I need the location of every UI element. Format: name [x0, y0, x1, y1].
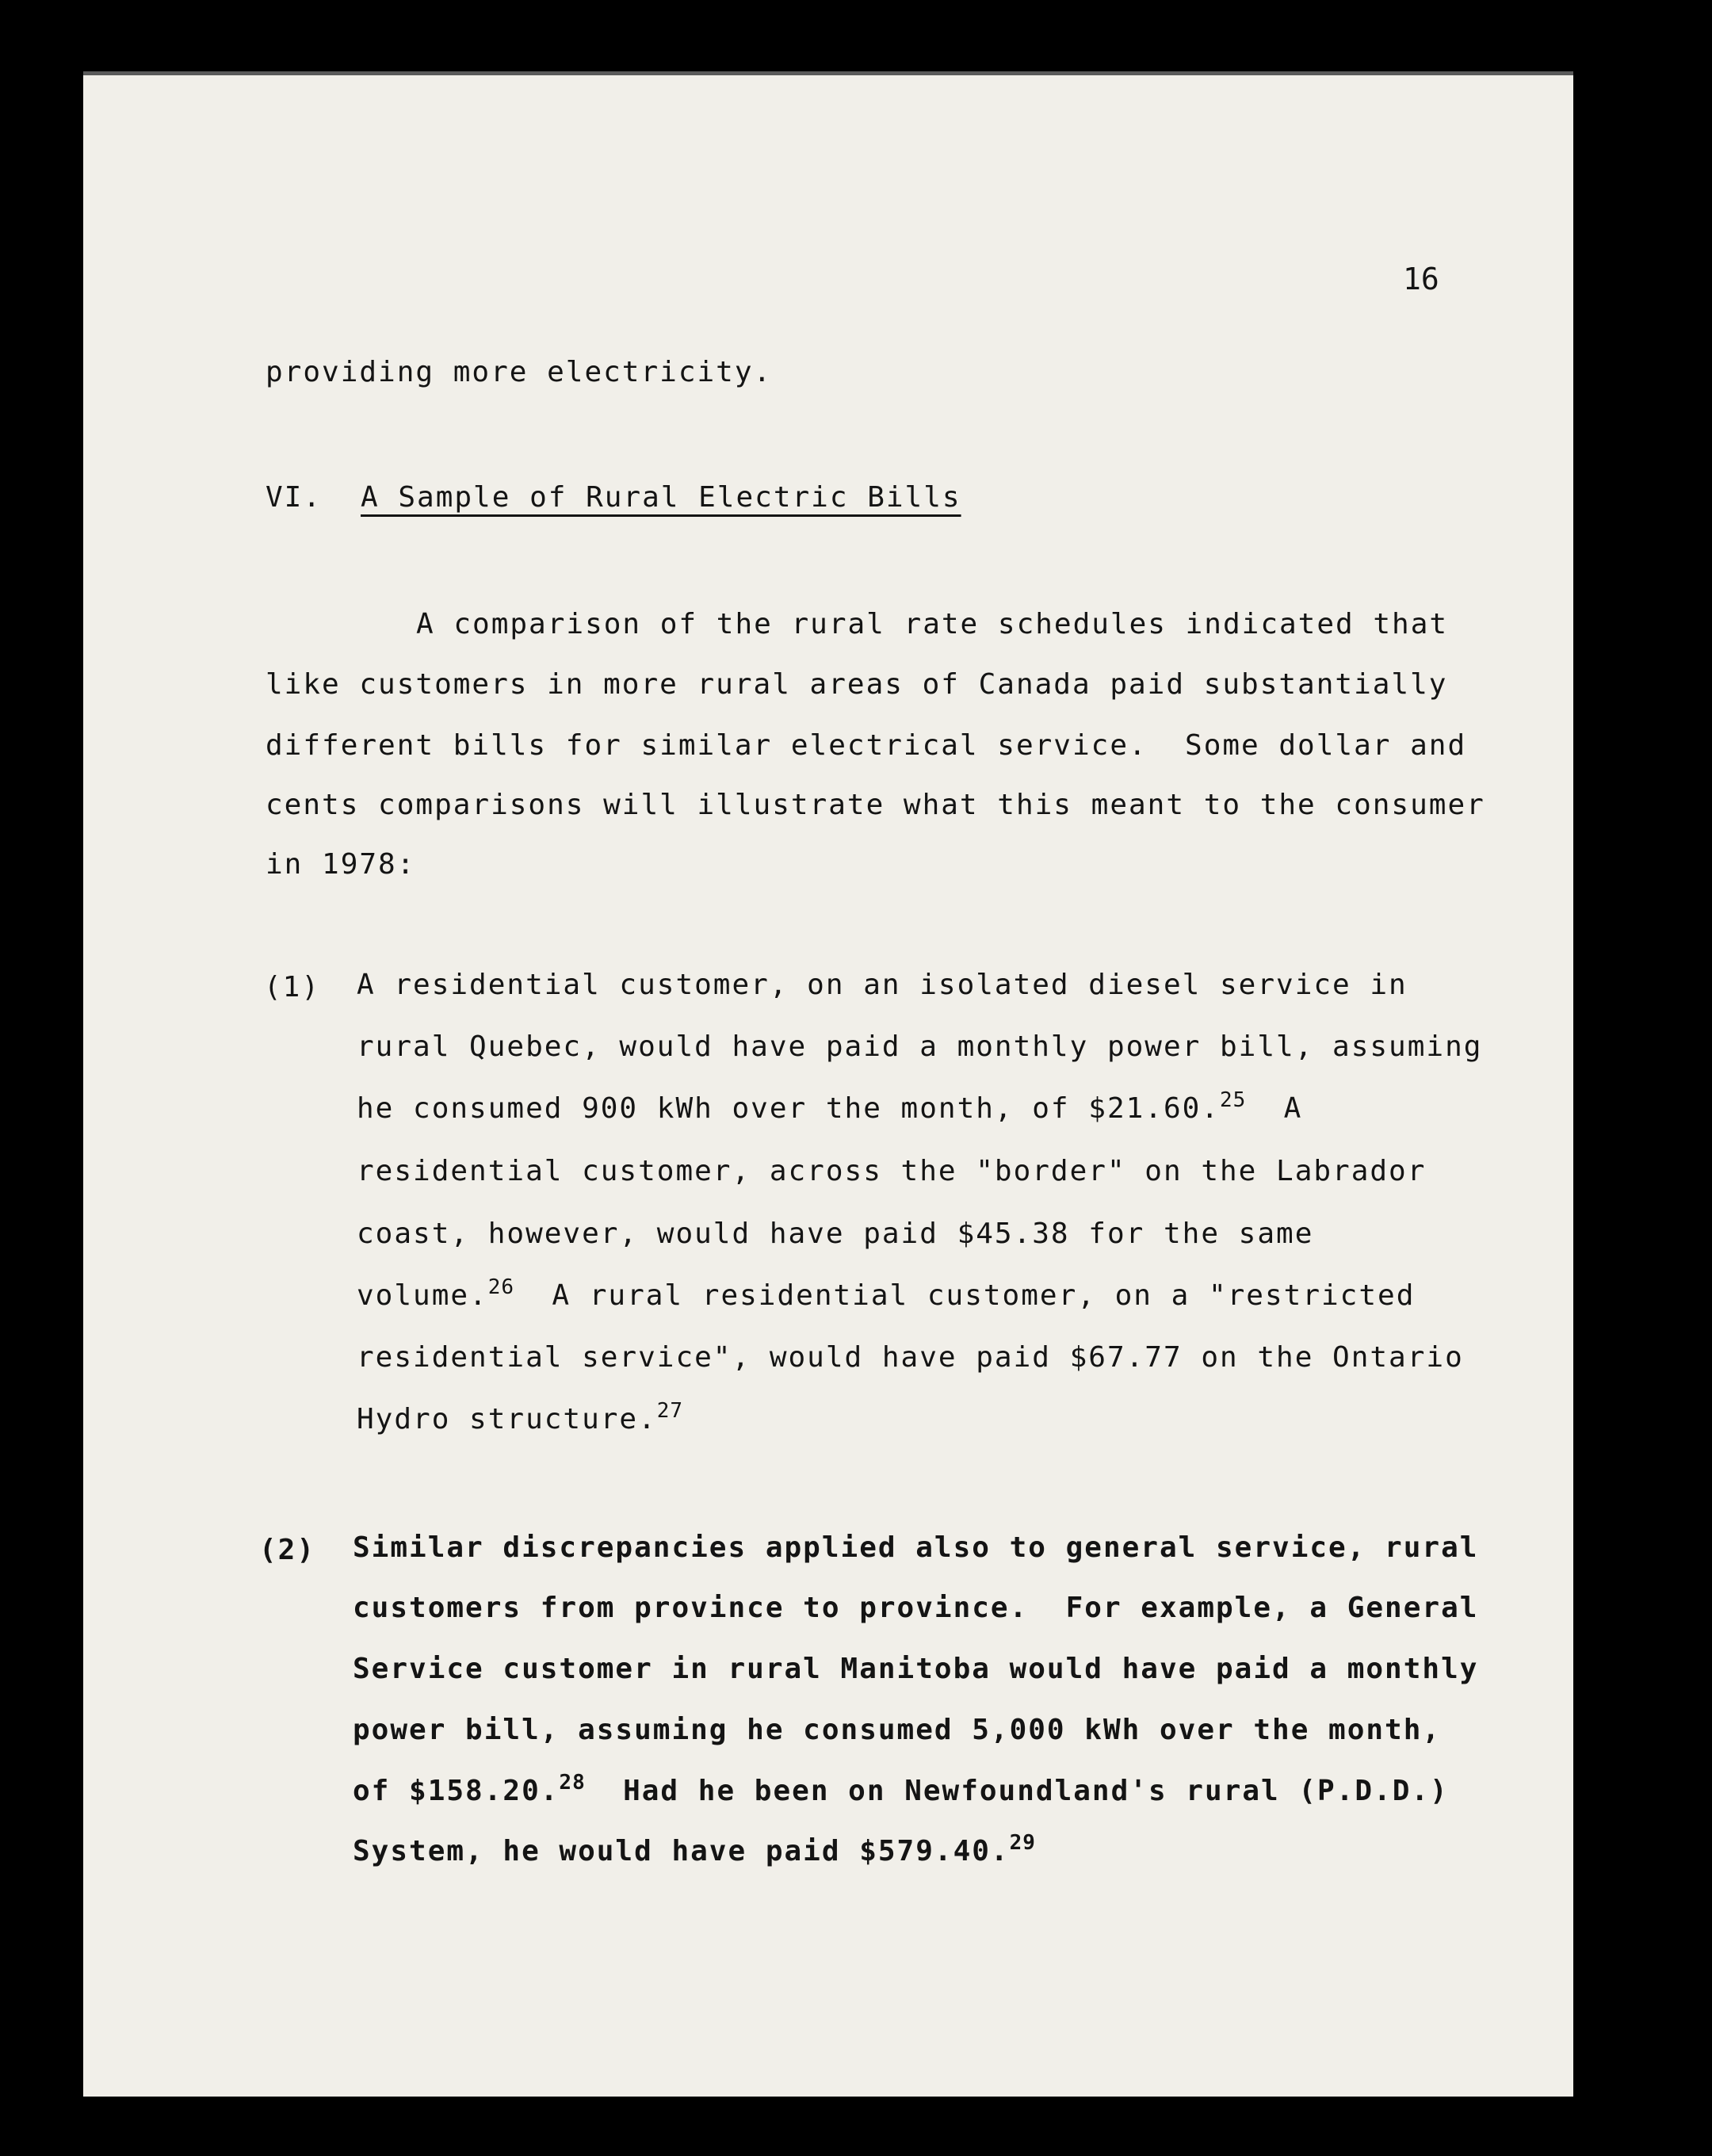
- list-item-line: [353, 1831, 1036, 1867]
- intro-line: like customers in more rural areas of Canada paid substantially: [266, 668, 1448, 701]
- line-text: System, he would have paid $579.40.: [353, 1835, 1010, 1867]
- line-text: of $158.20.: [353, 1775, 560, 1807]
- line-text: Hydro structure.: [357, 1403, 657, 1435]
- intro-line: cents comparisons will illustrate what this meant to the consumer: [266, 789, 1485, 821]
- list-item-line: Similar discrepancies applied also to general service, rural: [353, 1531, 1479, 1564]
- line-text: A: [1246, 1092, 1303, 1125]
- footnote-ref: 28: [559, 1771, 586, 1795]
- list-item-label: (2): [259, 1534, 316, 1566]
- footnote-ref: 26: [487, 1275, 515, 1299]
- intro-line: different bills for similar electrical service. Some dollar and: [266, 729, 1467, 762]
- list-item-line: A residential customer, on an isolated diesel service in: [357, 969, 1408, 1001]
- carryover-text: providing more electricity.: [266, 356, 773, 388]
- intro-line: in 1978:: [266, 848, 416, 881]
- line-text: Had he been on Newfoundland's rural (P.D.D.): [585, 1775, 1449, 1807]
- list-item-line: customers from province to province. For example, a General: [353, 1592, 1479, 1624]
- footnote-ref: 29: [1009, 1831, 1036, 1855]
- list-item-line: Service customer in rural Manitoba would have paid a monthly: [353, 1653, 1479, 1685]
- footnote-ref: 27: [656, 1399, 684, 1423]
- page-number: 16: [1403, 262, 1439, 296]
- list-item-line: residential service", would have paid $67.77 on the Ontario: [357, 1341, 1464, 1374]
- list-item-label: (1): [264, 971, 321, 1003]
- footnote-ref: 25: [1220, 1088, 1247, 1112]
- list-item-line: power bill, assuming he consumed 5,000 kWh over the month,: [353, 1714, 1442, 1746]
- document-page: [83, 71, 1573, 2097]
- list-item-line: [357, 1275, 1416, 1312]
- line-text: he consumed 900 kWh over the month, of $21.60.: [357, 1092, 1220, 1125]
- section-number: VI.: [266, 481, 323, 514]
- list-item-line: coast, however, would have paid $45.38 for the same: [357, 1218, 1314, 1250]
- list-item-line: [353, 1771, 1449, 1807]
- intro-line: A comparison of the rural rate schedules indicated that: [416, 608, 1449, 640]
- line-text: volume.: [357, 1279, 488, 1312]
- section-title: A Sample of Rural Electric Bills: [361, 481, 961, 514]
- list-item-line: residential customer, across the "border" on the Labrador: [357, 1155, 1427, 1187]
- list-item-line: rural Quebec, would have paid a monthly power bill, assuming: [357, 1030, 1483, 1063]
- list-item-line: [357, 1399, 684, 1435]
- list-item-line: [357, 1088, 1303, 1125]
- line-text: A rural residential customer, on a "restricted: [514, 1279, 1416, 1312]
